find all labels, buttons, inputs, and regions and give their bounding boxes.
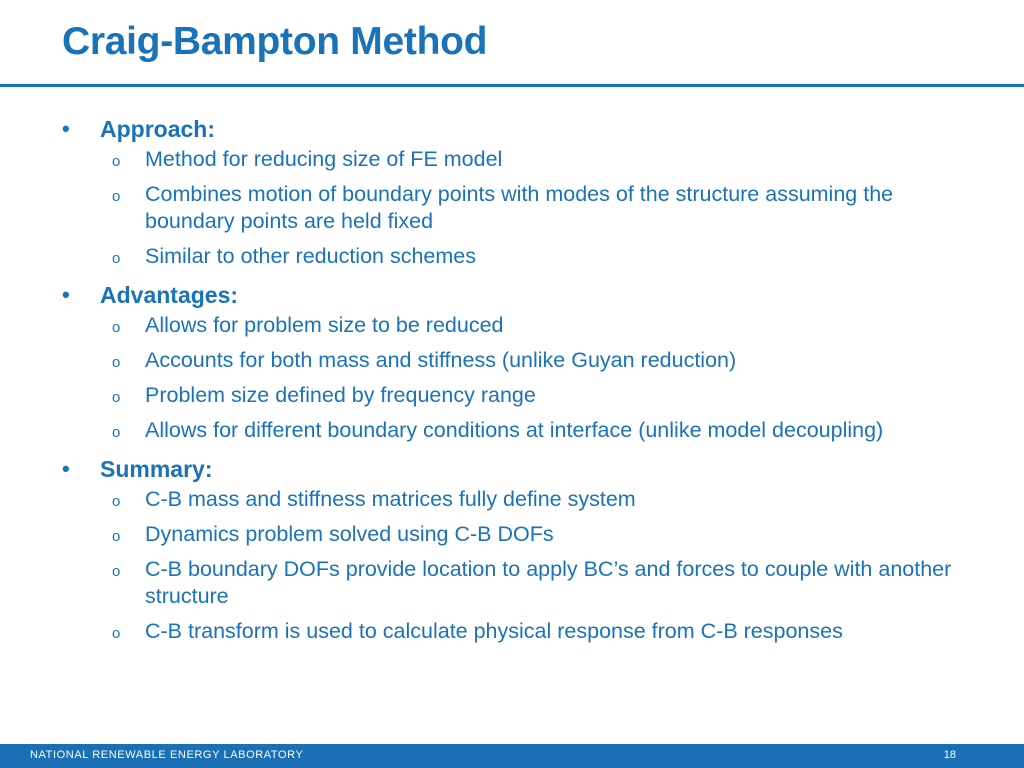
slide-body [0, 112, 1024, 653]
list-item-text: C-B transform is used to calculate physical response from C-B responses [145, 619, 843, 643]
list-item [0, 146, 1024, 173]
list-item [0, 243, 1024, 270]
sub-bullet-icon: o [112, 188, 121, 205]
section-heading [0, 112, 1024, 146]
list-item-text: C-B mass and stiffness matrices fully define system [145, 487, 636, 511]
section-heading [0, 278, 1024, 312]
list-item-text: C-B boundary DOFs provide location to apply BC’s and forces to couple with another structure [145, 557, 952, 608]
list-item [0, 486, 1024, 513]
sub-bullet-icon: o [112, 493, 121, 510]
sub-bullet-icon: o [112, 319, 121, 336]
list-item [0, 618, 1024, 645]
section-approach [0, 112, 1024, 270]
organization-name: NATIONAL RENEWABLE ENERGY LABORATORY [30, 749, 304, 761]
list-item-text: Allows for problem size to be reduced [145, 313, 504, 337]
list-item-text: Accounts for both mass and stiffness (unlike Guyan reduction) [145, 348, 737, 372]
list-item [0, 312, 1024, 339]
bullet-icon: • [62, 456, 70, 481]
list-item [0, 382, 1024, 409]
title-divider [0, 84, 1024, 87]
section-advantages [0, 278, 1024, 444]
section-heading-text: Approach: [100, 116, 215, 142]
sub-bullet-icon: o [112, 389, 121, 406]
section-heading [0, 452, 1024, 486]
sub-bullet-icon: o [112, 528, 121, 545]
list-item-text: Combines motion of boundary points with modes of the structure assuming the boundary points are held fixed [145, 182, 894, 233]
list-item-text: Problem size defined by frequency range [145, 383, 536, 407]
list-item-text: Allows for different boundary conditions at interface (unlike model decoupling) [145, 418, 884, 442]
sub-bullet-icon: o [112, 153, 121, 170]
list-item [0, 417, 1024, 444]
list-item-text: Method for reducing size of FE model [145, 147, 503, 171]
page-number: 18 [943, 749, 956, 761]
list-item [0, 181, 1024, 235]
sub-bullet-icon: o [112, 563, 121, 580]
sub-bullet-icon: o [112, 354, 121, 371]
list-item [0, 556, 1024, 610]
list-item-text: Similar to other reduction schemes [145, 244, 477, 268]
section-heading-text: Summary: [100, 456, 213, 482]
sub-bullet-icon: o [112, 424, 121, 441]
footer-bar [0, 744, 1024, 768]
list-item [0, 521, 1024, 548]
list-item-text: Dynamics problem solved using C-B DOFs [145, 522, 554, 546]
slide-title: Craig-Bampton Method [62, 20, 488, 63]
list-item [0, 347, 1024, 374]
sub-bullet-icon: o [112, 250, 121, 267]
section-summary [0, 452, 1024, 645]
bullet-icon: • [62, 116, 70, 141]
sub-bullet-icon: o [112, 625, 121, 642]
bullet-icon: • [62, 282, 70, 307]
section-heading-text: Advantages: [100, 282, 239, 308]
